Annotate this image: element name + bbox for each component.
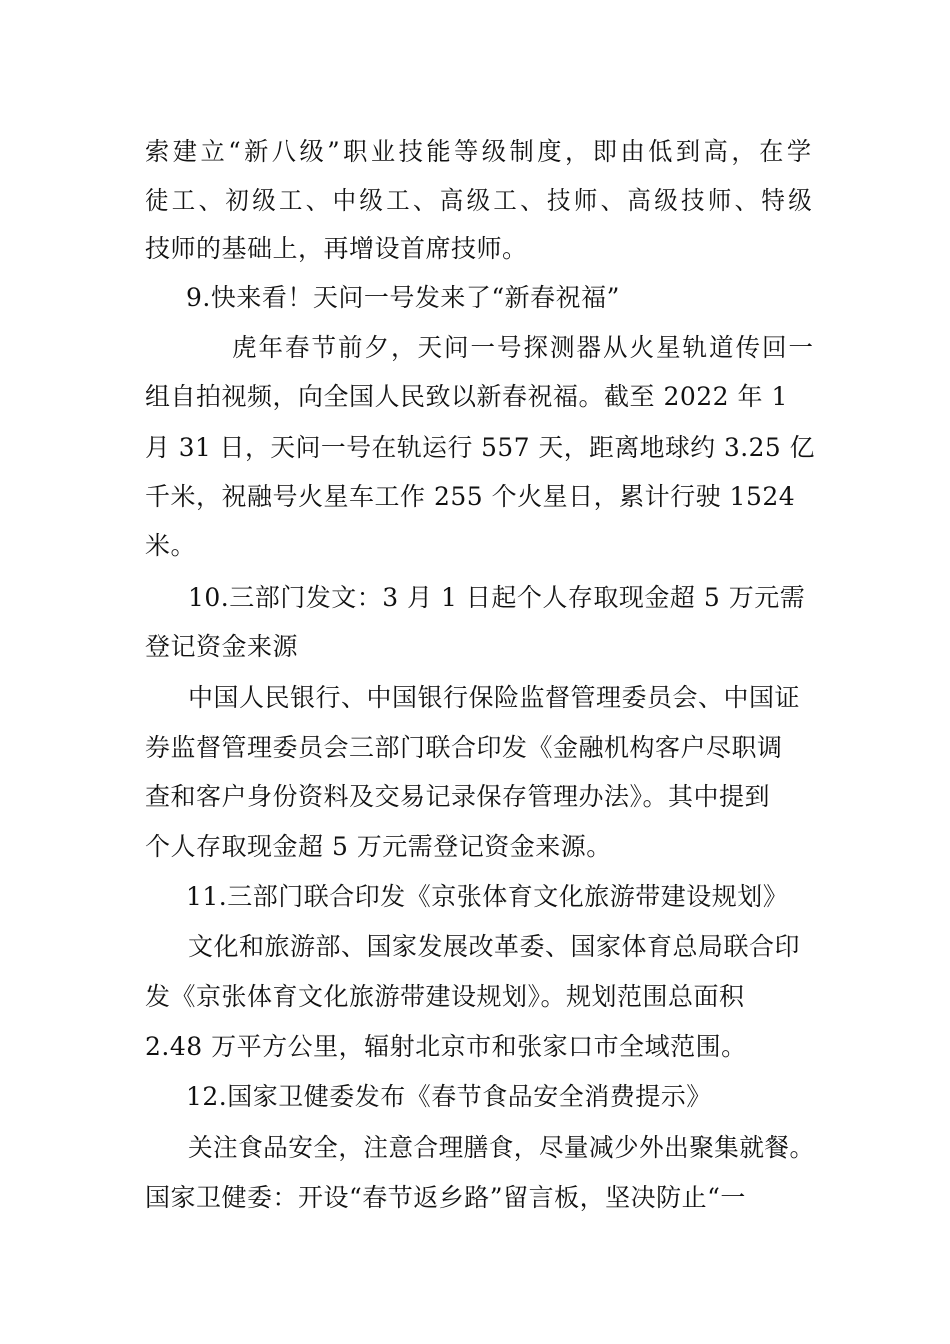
paragraph-line: 徒工、初级工、中级工、高级工、技师、高级技师、特级 xyxy=(145,186,816,215)
section-heading: 12.国家卫健委发布《春节食品安全消费提示》 xyxy=(186,1082,712,1111)
section-heading: 11.三部门联合印发《京张体育文化旅游带建设规划》 xyxy=(186,882,789,911)
paragraph-line: 券监督管理委员会三部门联合印发《金融机构客户尽职调 xyxy=(145,733,783,762)
paragraph-line: 文化和旅游部、国家发展改革委、国家体育总局联合印 xyxy=(188,932,801,961)
paragraph-line: 查和客户身份资料及交易记录保存管理办法》。其中提到 xyxy=(145,782,771,811)
paragraph-line: 中国人民银行、中国银行保险监督管理委员会、中国证 xyxy=(188,683,801,712)
section-heading: 9.快来看！天问一号发来了“新春祝福” xyxy=(186,283,620,312)
paragraph-line: 2.48 万平方公里，辐射北京市和张家口市全域范围。 xyxy=(145,1032,747,1061)
paragraph-line: 组自拍视频，向全国人民致以新春祝福。截至 2022 年 1 xyxy=(145,382,788,411)
section-heading-continued: 登记资金来源 xyxy=(145,632,299,661)
paragraph-line: 索建立“新八级”职业技能等级制度，即由低到高，在学 xyxy=(145,137,815,166)
section-heading: 10.三部门发文：3 月 1 日起个人存取现金超 5 万元需 xyxy=(188,583,806,612)
paragraph-line: 虎年春节前夕，天问一号探测器从火星轨道传回一 xyxy=(232,333,816,362)
paragraph-line: 关注食品安全，注意合理膳食，尽量减少外出聚集就餐。 xyxy=(188,1133,815,1162)
paragraph-line: 发《京张体育文化旅游带建设规划》。规划范围总面积 xyxy=(145,982,745,1011)
paragraph-line: 技师的基础上，再增设首席技师。 xyxy=(145,234,528,263)
paragraph-line: 月 31 日，天问一号在轨运行 557 天，距离地球约 3.25 亿 xyxy=(145,433,815,462)
paragraph-line: 国家卫健委：开设“春节返乡路”留言板，坚决防止“一 xyxy=(145,1183,746,1212)
paragraph-line: 千米，祝融号火星车工作 255 个火星日，累计行驶 1524 xyxy=(145,482,796,511)
paragraph-line: 个人存取现金超 5 万元需登记资金来源。 xyxy=(145,832,612,861)
paragraph-line: 米。 xyxy=(145,531,197,560)
